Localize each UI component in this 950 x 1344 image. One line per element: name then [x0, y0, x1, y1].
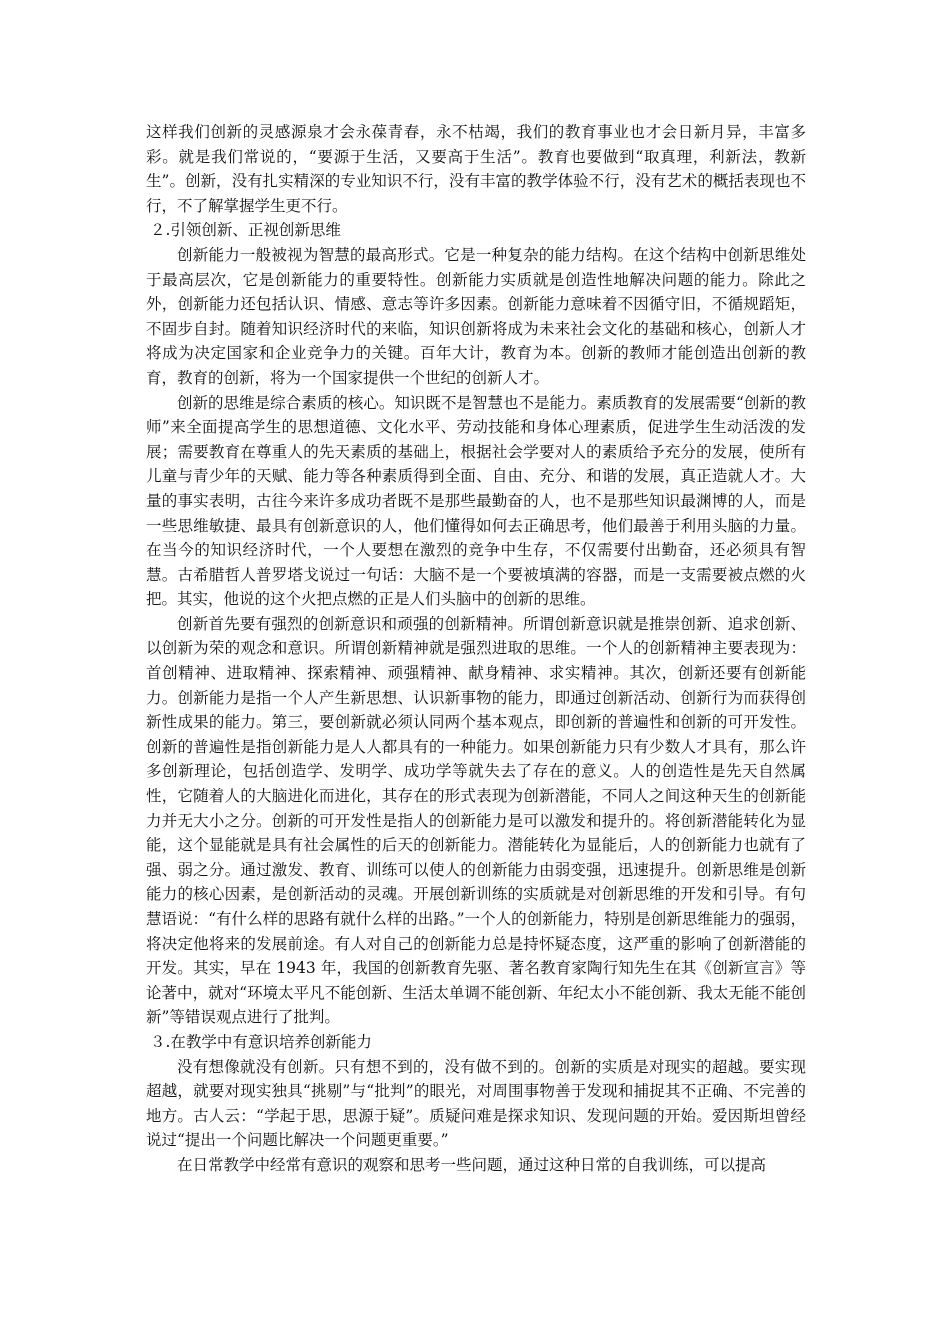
- paragraph-daily-teaching: 在日常教学中经常有意识的观察和思考一些问题，通过这种日常的自我训练，可以提高: [177, 1155, 767, 1174]
- section-heading-2: ２.引领创新、正视创新思维: [150, 221, 341, 240]
- section-heading-3: ３.在教学中有意识培养创新能力: [150, 1032, 372, 1051]
- paragraph-creative-ability: 创新能力一般被视为智慧的最高形式。它是一种复杂的能力结构。在这个结构中创新思维处于最高层次，它是创新能力的重要特性。创新能力实质就是创造性地解决问题的能力。除此之外，创新能力还包括认识、情感、意志等许多因素。创新能力意味着不因循守旧，不循规蹈矩，不固步自封。随着知识经济时代的来临，知识创新将成为未来社会文化的基础和核心，创新人才将成为决定国家和企业竞争力的关键。百年大计，教育为本。创新的教师才能创造出创新的教育，教育的创新，将为一个国家提供一个世纪的创新人才。: [146, 245, 806, 387]
- paragraph-creative-thinking: 创新的思维是综合素质的核心。知识既不是智慧也不是能力。素质教育的发展需要“创新的教师”来全面提高学生的思想道德、文化水平、劳动技能和身体心理素质，促进学生生动活泼的发展；需要教育在尊重人的先天素质的基础上，根据社会学要对人的素质给予充分的发展，使所有儿童与青少年的天赋、能力等各种素质得到全面、自由、充分、和谐的发展，真正造就人才。大量的事实表明，古往今来许多成功者既不是那些最勤奋的人，也不是那些知识最渊博的人，而是一些思维敏捷、最具有创新意识的人，他们懂得如何去正确思考，他们最善于利用头脑的力量。在当今的知识经济时代，一个人要想在激烈的竞争中生存，不仅需要付出勤奋，还必须具有智慧。古希腊哲人普罗塔戈说过一句话：大脑不是一个要被填满的容器，而是一支需要被点燃的火把。其实，他说的这个火把点燃的正是人们头脑中的创新的思维。: [146, 393, 806, 609]
- paragraph-imagination: 没有想像就没有创新。只有想不到的，没有做不到的。创新的实质是对现实的超越。要实现超越，就要对现实独具“挑剔”与“批判”的眼光，对周围事物善于发现和捕捉其不正确、不完善的地方。古人云：“学起于思，思源于疑”。质疑问难是探求知识、发现问题的开始。爱因斯坦曾经说过“提出一个问题比解决一个问题更重要。”: [146, 1057, 806, 1150]
- paragraph-creative-spirit: 创新首先要有强烈的创新意识和顽强的创新精神。所谓创新意识就是推崇创新、追求创新、以创新为荣的观念和意识。所谓创新精神就是强烈进取的思维。一个人的创新精神主要表现为：首创精神、进取精神、探索精神、顽强精神、献身精神、求实精神。其次，创新还要有创新能力。创新能力是指一个人产生新思想、认识新事物的能力，即通过创新活动、创新行为而获得创新性成果的能力。第三，要创新就必须认同两个基本观点，即创新的普遍性和创新的可开发性。创新的普遍性是指创新能力是人人都具有的一种能力。如果创新能力只有少数人才具有，那么许多创新理论，包括创造学、发明学、成功学等就失去了存在的意义。人的创造性是先天自然属性，它随着人的大脑进化而进化，其存在的形式表现为创新潜能，不同人之间这种天生的创新能力并无大小之分。创新的可开发性是指人的创新能力是可以激发和提升的。将创新潜能转化为显能，这个显能就是具有社会属性的后天的创新能力。潜能转化为显能后，人的创新能力也就有了强、弱之分。通过激发、教育、训练可以使人的创新能力由弱变强，迅速提升。创新思维是创新能力的核心因素，是创新活动的灵魂。开展创新训练的实质就是对创新思维的开发和引导。有句慧语说：“有什么样的思路有就什么样的出路。”一个人的创新能力，特别是创新思维能力的强弱，将决定他将来的发展前途。有人对自己的创新能力总是持怀疑态度，这严重的影响了创新潜能的开发。其实，早在 1943 年，我国的创新教育先驱、著名教育家陶行知先生在其《创新宣言》等论著中，就对“环境太平凡不能创新、生活太单调不能创新、年纪太小不能创新、我太无能不能创新”等错误观点进行了批判。: [146, 614, 806, 1027]
- paragraph-intro-continuation: 这样我们创新的灵感源泉才会永葆青春，永不枯竭，我们的教育事业也才会日新月异，丰富多彩。就是我们常说的，“要源于生活，又要高于生活”。教育也要做到“取真理，利新法，教新生”。创新，没有扎实精深的专业知识不行，没有丰富的教学体验不行，没有艺术的概括表现也不行，不了解掌握学生更不行。: [146, 123, 806, 215]
- document-page: [146, 120, 806, 1178]
